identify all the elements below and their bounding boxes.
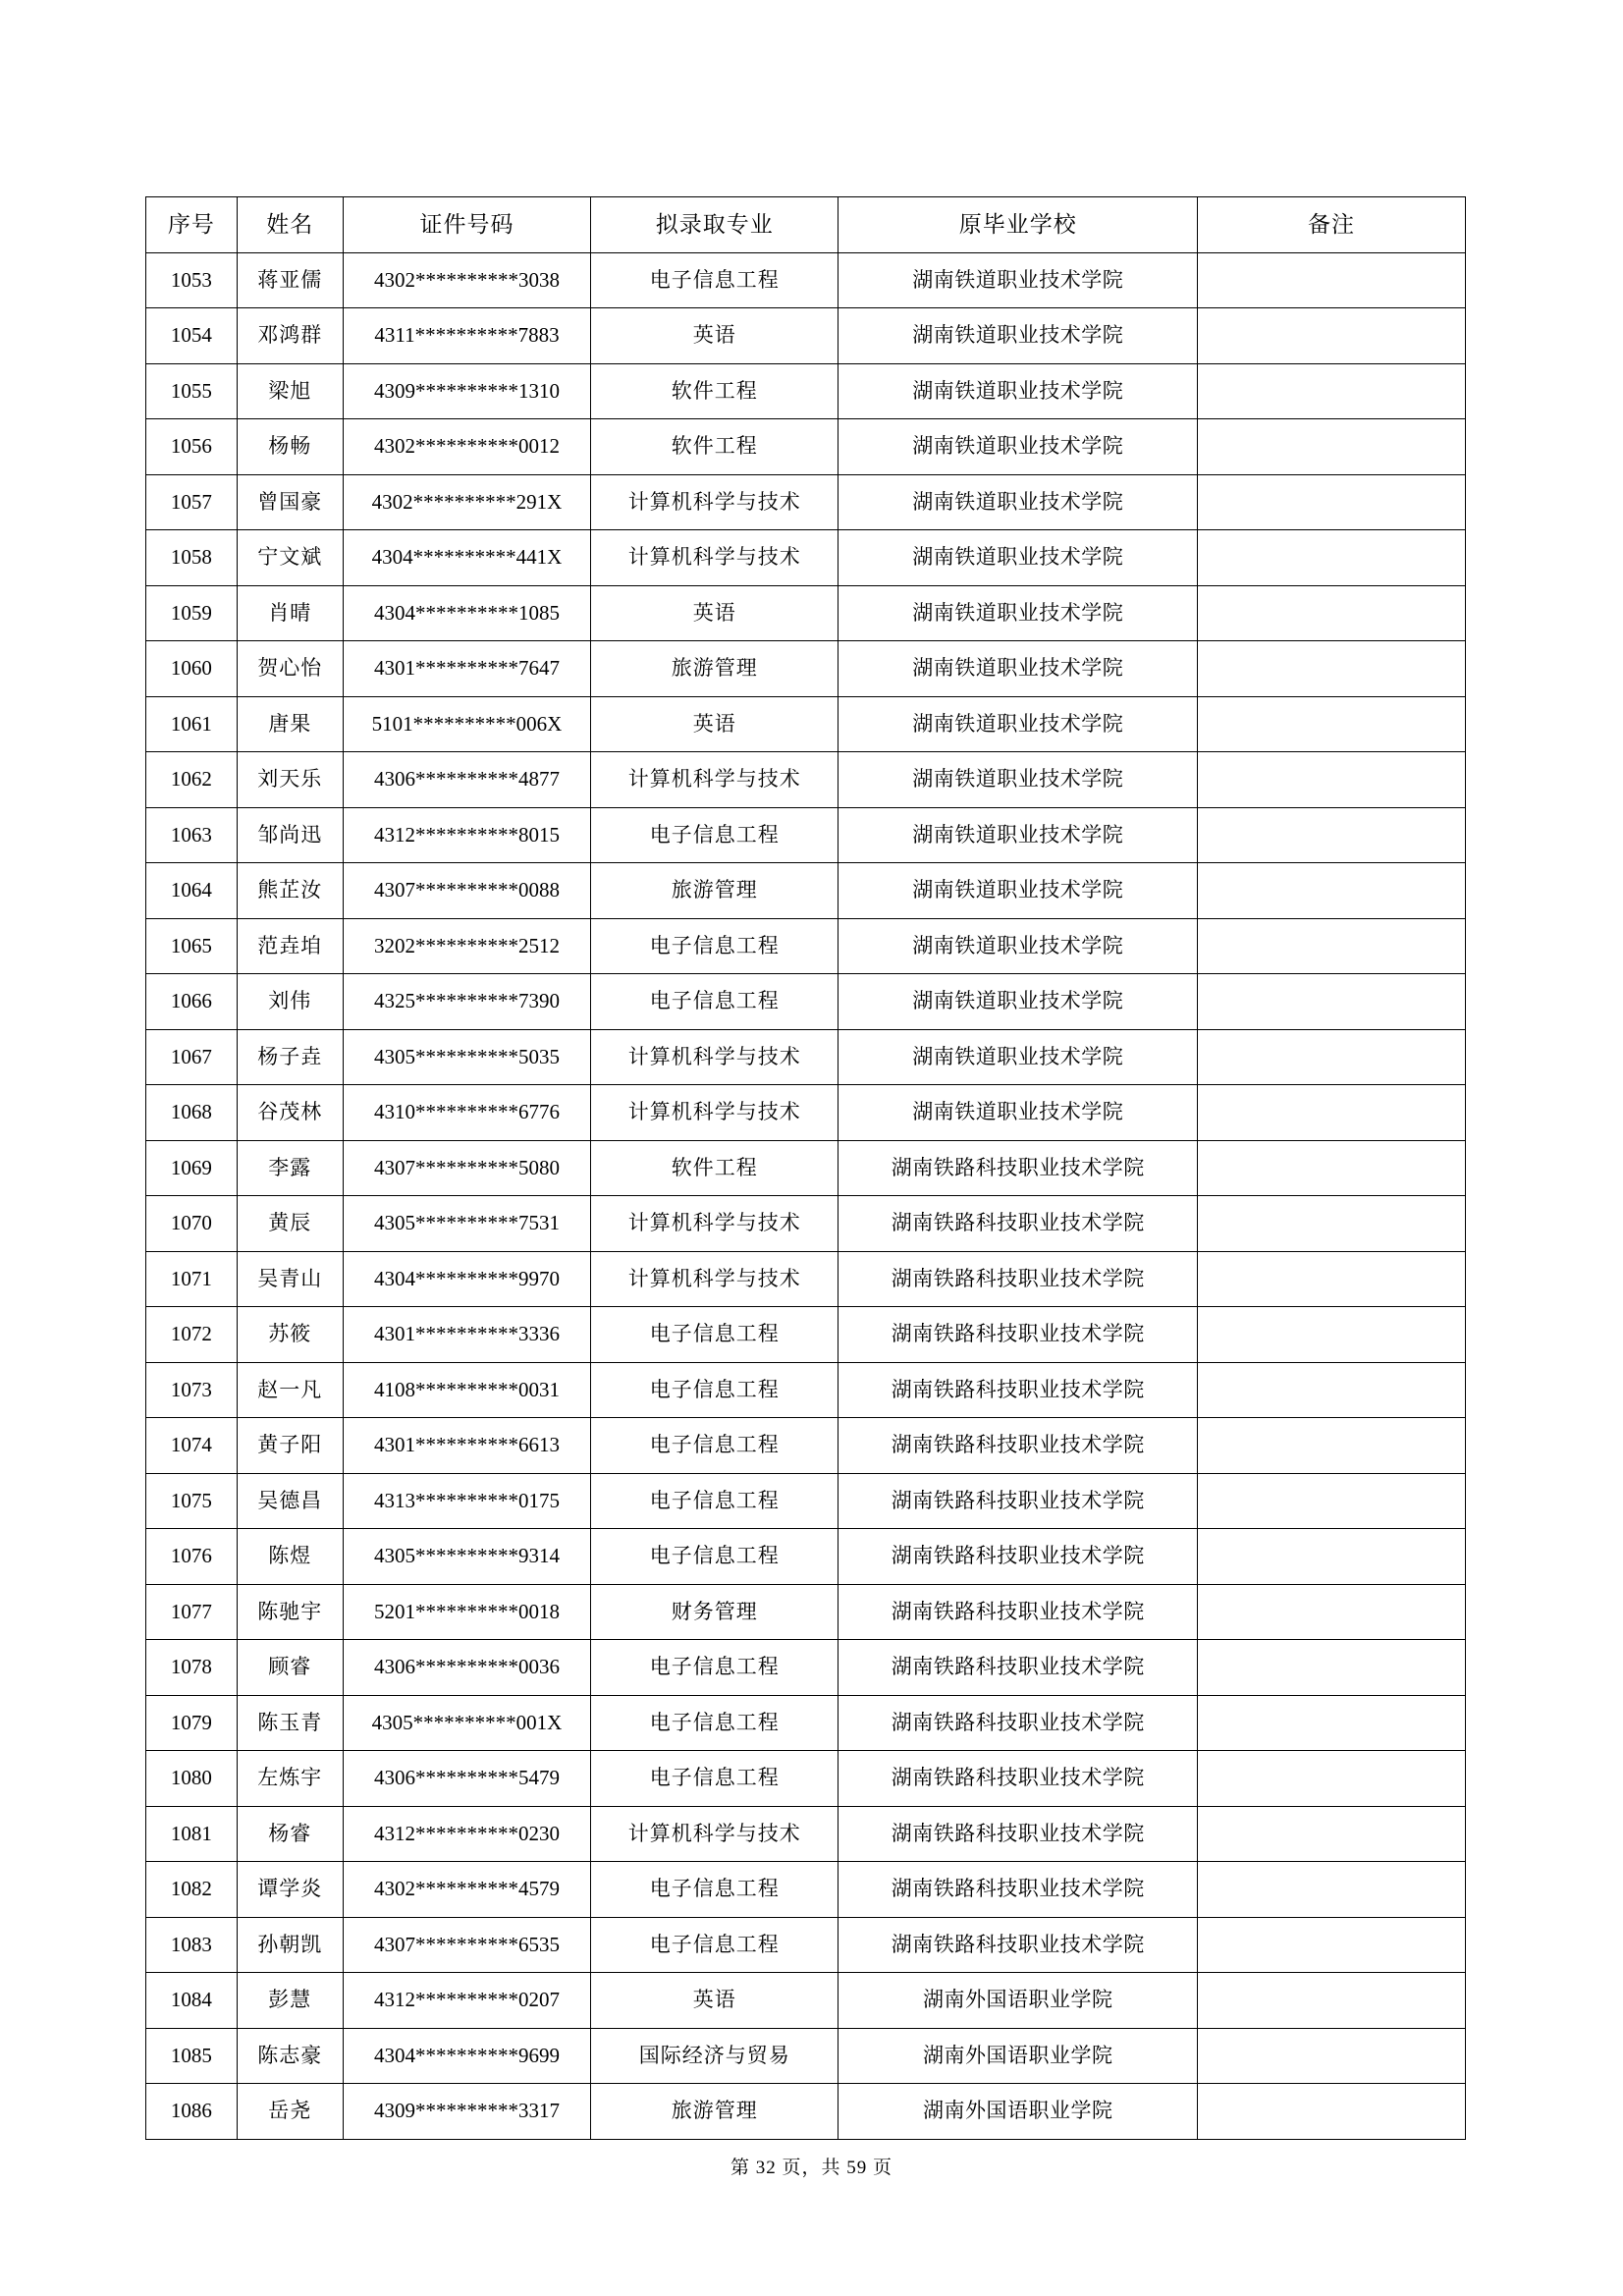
cell-major: 软件工程	[591, 1140, 839, 1196]
cell-name: 曾国豪	[237, 474, 343, 530]
cell-note	[1198, 1307, 1466, 1363]
cell-seq: 1082	[146, 1862, 238, 1918]
cell-note	[1198, 807, 1466, 863]
cell-school: 湖南铁道职业技术学院	[839, 918, 1198, 974]
cell-name: 唐果	[237, 696, 343, 752]
cell-note	[1198, 1362, 1466, 1418]
cell-note	[1198, 1751, 1466, 1807]
table-row	[146, 1362, 1466, 1418]
cell-seq: 1075	[146, 1473, 238, 1529]
cell-note	[1198, 1695, 1466, 1751]
cell-seq: 1069	[146, 1140, 238, 1196]
cell-seq: 1080	[146, 1751, 238, 1807]
cell-school: 湖南外国语职业学院	[839, 1973, 1198, 2029]
cell-school: 湖南铁路科技职业技术学院	[839, 1529, 1198, 1585]
cell-major: 软件工程	[591, 419, 839, 475]
cell-id: 4301**********3336	[343, 1307, 590, 1363]
cell-school: 湖南铁路科技职业技术学院	[839, 1917, 1198, 1973]
cell-major: 国际经济与贸易	[591, 2028, 839, 2084]
cell-id: 4307**********5080	[343, 1140, 590, 1196]
cell-note	[1198, 1251, 1466, 1307]
cell-seq: 1081	[146, 1806, 238, 1862]
cell-id: 4305**********7531	[343, 1196, 590, 1252]
cell-note	[1198, 1529, 1466, 1585]
cell-id: 4309**********1310	[343, 363, 590, 419]
column-header-id: 证件号码	[343, 197, 590, 253]
cell-major: 计算机科学与技术	[591, 474, 839, 530]
cell-major: 电子信息工程	[591, 974, 839, 1030]
cell-seq: 1055	[146, 363, 238, 419]
cell-school: 湖南铁路科技职业技术学院	[839, 1751, 1198, 1807]
cell-major: 电子信息工程	[591, 1695, 839, 1751]
page-number-text: 第 32 页，共 59 页	[730, 2158, 893, 2178]
cell-note	[1198, 1862, 1466, 1918]
cell-school: 湖南铁路科技职业技术学院	[839, 1418, 1198, 1474]
cell-school: 湖南铁道职业技术学院	[839, 641, 1198, 697]
cell-seq: 1059	[146, 585, 238, 641]
cell-name: 孙朝凯	[237, 1917, 343, 1973]
cell-seq: 1064	[146, 863, 238, 919]
cell-major: 旅游管理	[591, 641, 839, 697]
cell-school: 湖南铁道职业技术学院	[839, 585, 1198, 641]
cell-school: 湖南铁道职业技术学院	[839, 363, 1198, 419]
cell-name: 陈志豪	[237, 2028, 343, 2084]
cell-id: 4306**********5479	[343, 1751, 590, 1807]
cell-school: 湖南铁道职业技术学院	[839, 1029, 1198, 1085]
table-row	[146, 2084, 1466, 2140]
cell-school: 湖南铁道职业技术学院	[839, 863, 1198, 919]
cell-id: 4305**********9314	[343, 1529, 590, 1585]
cell-school: 湖南铁路科技职业技术学院	[839, 1584, 1198, 1640]
table-row	[146, 863, 1466, 919]
cell-name: 吴青山	[237, 1251, 343, 1307]
cell-school: 湖南铁道职业技术学院	[839, 1085, 1198, 1141]
table-row	[146, 1085, 1466, 1141]
cell-major: 电子信息工程	[591, 1418, 839, 1474]
cell-note	[1198, 696, 1466, 752]
cell-major: 计算机科学与技术	[591, 1196, 839, 1252]
cell-id: 4307**********6535	[343, 1917, 590, 1973]
table-row	[146, 1251, 1466, 1307]
cell-school: 湖南铁路科技职业技术学院	[839, 1362, 1198, 1418]
cell-name: 彭慧	[237, 1973, 343, 2029]
cell-seq: 1070	[146, 1196, 238, 1252]
cell-id: 5101**********006X	[343, 696, 590, 752]
cell-note	[1198, 1085, 1466, 1141]
cell-name: 赵一凡	[237, 1362, 343, 1418]
cell-id: 4304**********9699	[343, 2028, 590, 2084]
table-row	[146, 474, 1466, 530]
table-row	[146, 1862, 1466, 1918]
cell-name: 陈驰宇	[237, 1584, 343, 1640]
cell-name: 杨畅	[237, 419, 343, 475]
cell-name: 左炼宇	[237, 1751, 343, 1807]
cell-name: 宁文斌	[237, 530, 343, 586]
cell-major: 电子信息工程	[591, 252, 839, 308]
table-row	[146, 252, 1466, 308]
cell-school: 湖南铁路科技职业技术学院	[839, 1806, 1198, 1862]
cell-note	[1198, 1640, 1466, 1696]
cell-major: 计算机科学与技术	[591, 1806, 839, 1862]
cell-school: 湖南铁路科技职业技术学院	[839, 1140, 1198, 1196]
cell-name: 邓鸿群	[237, 308, 343, 364]
cell-id: 4312**********8015	[343, 807, 590, 863]
cell-school: 湖南铁路科技职业技术学院	[839, 1196, 1198, 1252]
cell-id: 4310**********6776	[343, 1085, 590, 1141]
cell-major: 英语	[591, 696, 839, 752]
cell-id: 4304**********9970	[343, 1251, 590, 1307]
cell-id: 4302**********4579	[343, 1862, 590, 1918]
cell-name: 李露	[237, 1140, 343, 1196]
cell-name: 黄辰	[237, 1196, 343, 1252]
cell-name: 谭学炎	[237, 1862, 343, 1918]
cell-seq: 1060	[146, 641, 238, 697]
cell-id: 4312**********0230	[343, 1806, 590, 1862]
cell-seq: 1074	[146, 1418, 238, 1474]
cell-seq: 1084	[146, 1973, 238, 2029]
cell-school: 湖南外国语职业学院	[839, 2028, 1198, 2084]
cell-note	[1198, 918, 1466, 974]
cell-note	[1198, 1473, 1466, 1529]
cell-name: 苏筱	[237, 1307, 343, 1363]
cell-name: 陈玉青	[237, 1695, 343, 1751]
cell-school: 湖南铁道职业技术学院	[839, 419, 1198, 475]
table-row	[146, 1529, 1466, 1585]
cell-name: 谷茂林	[237, 1085, 343, 1141]
cell-major: 电子信息工程	[591, 807, 839, 863]
cell-major: 软件工程	[591, 363, 839, 419]
cell-school: 湖南铁道职业技术学院	[839, 807, 1198, 863]
cell-seq: 1067	[146, 1029, 238, 1085]
cell-id: 4305**********5035	[343, 1029, 590, 1085]
cell-seq: 1079	[146, 1695, 238, 1751]
cell-seq: 1063	[146, 807, 238, 863]
cell-name: 范垚垍	[237, 918, 343, 974]
table-row	[146, 1751, 1466, 1807]
cell-note	[1198, 1418, 1466, 1474]
column-header-note: 备注	[1198, 197, 1466, 253]
cell-seq: 1068	[146, 1085, 238, 1141]
cell-note	[1198, 1973, 1466, 2029]
cell-seq: 1065	[146, 918, 238, 974]
cell-major: 电子信息工程	[591, 1362, 839, 1418]
table-row	[146, 1973, 1466, 2029]
cell-school: 湖南外国语职业学院	[839, 2084, 1198, 2140]
cell-school: 湖南铁道职业技术学院	[839, 308, 1198, 364]
cell-note	[1198, 1196, 1466, 1252]
cell-id: 4306**********4877	[343, 752, 590, 808]
table-row	[146, 696, 1466, 752]
page-footer	[0, 2153, 1623, 2179]
cell-note	[1198, 530, 1466, 586]
cell-school: 湖南铁道职业技术学院	[839, 474, 1198, 530]
column-header-major: 拟录取专业	[591, 197, 839, 253]
cell-id: 4311**********7883	[343, 308, 590, 364]
cell-school: 湖南铁路科技职业技术学院	[839, 1695, 1198, 1751]
cell-id: 4305**********001X	[343, 1695, 590, 1751]
cell-id: 5201**********0018	[343, 1584, 590, 1640]
cell-name: 杨睿	[237, 1806, 343, 1862]
column-header-seq: 序号	[146, 197, 238, 253]
cell-seq: 1071	[146, 1251, 238, 1307]
cell-school: 湖南铁路科技职业技术学院	[839, 1251, 1198, 1307]
cell-seq: 1056	[146, 419, 238, 475]
cell-name: 陈煜	[237, 1529, 343, 1585]
cell-note	[1198, 585, 1466, 641]
cell-major: 电子信息工程	[591, 1529, 839, 1585]
cell-note	[1198, 2084, 1466, 2140]
cell-id: 4313**********0175	[343, 1473, 590, 1529]
table-row	[146, 2028, 1466, 2084]
cell-id: 3202**********2512	[343, 918, 590, 974]
cell-note	[1198, 863, 1466, 919]
cell-note	[1198, 363, 1466, 419]
cell-seq: 1062	[146, 752, 238, 808]
table-row	[146, 1307, 1466, 1363]
column-header-name: 姓名	[237, 197, 343, 253]
cell-major: 旅游管理	[591, 863, 839, 919]
cell-seq: 1083	[146, 1917, 238, 1973]
cell-id: 4108**********0031	[343, 1362, 590, 1418]
cell-name: 黄子阳	[237, 1418, 343, 1474]
cell-school: 湖南铁道职业技术学院	[839, 696, 1198, 752]
table-row	[146, 918, 1466, 974]
cell-note	[1198, 252, 1466, 308]
cell-major: 电子信息工程	[591, 1917, 839, 1973]
admission-roster-table	[145, 196, 1466, 2140]
cell-note	[1198, 1140, 1466, 1196]
table-row	[146, 1640, 1466, 1696]
cell-note	[1198, 2028, 1466, 2084]
cell-name: 顾睿	[237, 1640, 343, 1696]
cell-id: 4302**********0012	[343, 419, 590, 475]
cell-school: 湖南铁路科技职业技术学院	[839, 1307, 1198, 1363]
table-row	[146, 752, 1466, 808]
cell-major: 电子信息工程	[591, 1751, 839, 1807]
cell-major: 计算机科学与技术	[591, 1029, 839, 1085]
cell-note	[1198, 974, 1466, 1030]
cell-id: 4301**********6613	[343, 1418, 590, 1474]
table-row	[146, 530, 1466, 586]
cell-name: 岳尧	[237, 2084, 343, 2140]
table-row	[146, 1806, 1466, 1862]
cell-school: 湖南铁道职业技术学院	[839, 974, 1198, 1030]
table-row	[146, 585, 1466, 641]
cell-school: 湖南铁道职业技术学院	[839, 752, 1198, 808]
cell-note	[1198, 752, 1466, 808]
cell-major: 英语	[591, 585, 839, 641]
cell-seq: 1057	[146, 474, 238, 530]
cell-note	[1198, 1584, 1466, 1640]
cell-major: 英语	[591, 308, 839, 364]
cell-id: 4307**********0088	[343, 863, 590, 919]
cell-major: 计算机科学与技术	[591, 1085, 839, 1141]
cell-note	[1198, 474, 1466, 530]
cell-school: 湖南铁路科技职业技术学院	[839, 1862, 1198, 1918]
cell-id: 4304**********441X	[343, 530, 590, 586]
cell-major: 英语	[591, 1973, 839, 2029]
cell-name: 梁旭	[237, 363, 343, 419]
cell-id: 4302**********291X	[343, 474, 590, 530]
cell-seq: 1054	[146, 308, 238, 364]
cell-note	[1198, 1917, 1466, 1973]
table-row	[146, 1418, 1466, 1474]
cell-note	[1198, 308, 1466, 364]
cell-seq: 1078	[146, 1640, 238, 1696]
cell-note	[1198, 1029, 1466, 1085]
cell-id: 4301**********7647	[343, 641, 590, 697]
cell-name: 贺心怡	[237, 641, 343, 697]
table-row	[146, 1196, 1466, 1252]
cell-major: 财务管理	[591, 1584, 839, 1640]
cell-id: 4302**********3038	[343, 252, 590, 308]
cell-major: 计算机科学与技术	[591, 1251, 839, 1307]
cell-school: 湖南铁道职业技术学院	[839, 252, 1198, 308]
cell-name: 肖晴	[237, 585, 343, 641]
table-body	[146, 252, 1466, 2139]
cell-major: 电子信息工程	[591, 1640, 839, 1696]
table-row	[146, 363, 1466, 419]
cell-major: 计算机科学与技术	[591, 530, 839, 586]
cell-id: 4325**********7390	[343, 974, 590, 1030]
cell-name: 刘伟	[237, 974, 343, 1030]
table-row	[146, 641, 1466, 697]
table-header	[146, 197, 1466, 253]
cell-school: 湖南铁道职业技术学院	[839, 530, 1198, 586]
cell-seq: 1076	[146, 1529, 238, 1585]
cell-seq: 1058	[146, 530, 238, 586]
table-row	[146, 419, 1466, 475]
cell-seq: 1061	[146, 696, 238, 752]
cell-seq: 1085	[146, 2028, 238, 2084]
cell-name: 刘天乐	[237, 752, 343, 808]
cell-major: 旅游管理	[591, 2084, 839, 2140]
table-row	[146, 807, 1466, 863]
cell-name: 邹尚迅	[237, 807, 343, 863]
table-row	[146, 1029, 1466, 1085]
cell-name: 杨子垚	[237, 1029, 343, 1085]
cell-major: 电子信息工程	[591, 918, 839, 974]
cell-school: 湖南铁路科技职业技术学院	[839, 1473, 1198, 1529]
cell-seq: 1073	[146, 1362, 238, 1418]
cell-name: 吴德昌	[237, 1473, 343, 1529]
cell-major: 计算机科学与技术	[591, 752, 839, 808]
cell-id: 4304**********1085	[343, 585, 590, 641]
cell-id: 4309**********3317	[343, 2084, 590, 2140]
table-row	[146, 974, 1466, 1030]
column-header-school: 原毕业学校	[839, 197, 1198, 253]
cell-seq: 1053	[146, 252, 238, 308]
cell-seq: 1077	[146, 1584, 238, 1640]
cell-name: 熊芷汝	[237, 863, 343, 919]
cell-major: 电子信息工程	[591, 1862, 839, 1918]
cell-major: 电子信息工程	[591, 1307, 839, 1363]
table-header-row	[146, 197, 1466, 253]
table-row	[146, 308, 1466, 364]
cell-seq: 1066	[146, 974, 238, 1030]
cell-name: 蒋亚儒	[237, 252, 343, 308]
table-row	[146, 1917, 1466, 1973]
cell-major: 电子信息工程	[591, 1473, 839, 1529]
cell-seq: 1072	[146, 1307, 238, 1363]
table-row	[146, 1140, 1466, 1196]
table-row	[146, 1473, 1466, 1529]
cell-id: 4306**********0036	[343, 1640, 590, 1696]
cell-note	[1198, 419, 1466, 475]
table-row	[146, 1695, 1466, 1751]
cell-note	[1198, 641, 1466, 697]
cell-school: 湖南铁路科技职业技术学院	[839, 1640, 1198, 1696]
table-row	[146, 1584, 1466, 1640]
cell-note	[1198, 1806, 1466, 1862]
cell-id: 4312**********0207	[343, 1973, 590, 2029]
cell-seq: 1086	[146, 2084, 238, 2140]
